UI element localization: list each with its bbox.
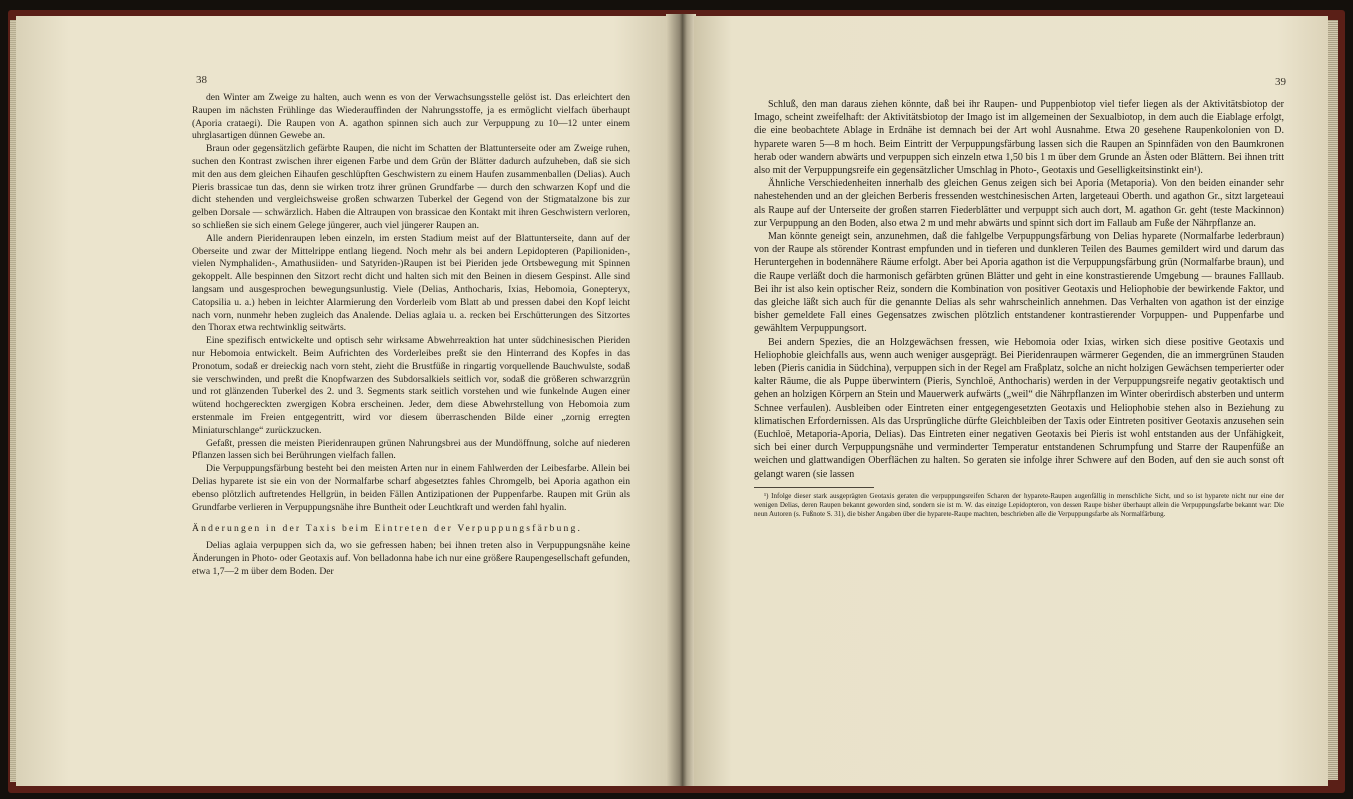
footnote-divider: [754, 487, 874, 488]
page-number-left: 38: [196, 74, 207, 86]
left-text-column: [192, 92, 630, 579]
paragraph: Braun oder gegensätzlich gefärbte Raupen, die nicht im Schatten der Blattunterseite oder am Zweige ruhen, suchen den Kontrast zwischen ihrer eigenen Farbe und dem Grün der Blätter dadurch aufzuheben, daß sie sich mit den aus dem gleichen Eihaufen geschlüpften Geschwistern zu einem Haufen zusammenballen (Delias). Auch Pieris brassicae tun das, denn sie wirken trotz ihrer grünen Grundfarbe — durch den schwarzen Kopf und die dicht stehenden und vergleichsweise großen schwarzen Tuberkel der Gegend von der Stigmatalzone bis zur gelben Dorsale — schwärzlich. Haben die Altraupen von brassicae den Kontakt mit ihren Geschwistern verloren, so schließen sie sich einem Gelege jüngerer, auch viel jüngerer Raupen an.: [192, 143, 630, 231]
paragraph: Bei andern Spezies, die an Holzgewächsen fressen, wie Hebomoia oder Ixias, wirken sich diese positive Geotaxis und Heliophobie gleichfalls aus, wenn auch weniger ausgeprägt. Bei Pieridenraupen wärmerer Gegenden, die an immergrünen Stauden leben (Pieris canidia in Südchina), verpuppen sich in der Regel am Fraßplatz, solche an nicht holzigen Gewächsen temperierter oder kalter Räume, die als Puppe überwintern (Pieris, Synchloë, Anthocharis) werden in der Verpuppungsreife negativ geotaktisch und gehen an holzigen Körpern an Stein und Mauerwerk aufwärts („weil“ die Nährpflanzen im Winter oberirdisch absterben und unterm Schnee verfaulen). Ausbleiben oder Eintreten einer entgegengesetzten Geotaxis und Heliophobie stehen also in Beziehung zu klimatischen Erfordernissen. Als das Ursprüngliche dürfte Gleichbleiben der Taxis oder Eintreten positiver Geotaxis anzusehen sein (Euchloë, Metaporia-Aporia, Delias). Das Eintreten einer negativen Geotaxis bei Pieris ist wohl entstanden aus der Unfähigkeit, sich bei einer durch Verpuppungsnähe und verminderter Temperatur entstandenen Schrumpfung und Starre der Raupenfüße an weichen und glattwandigen Oberflächen zu halten. So geraten sie infolge ihrer Schwere auf den Boden, auf den sie auch sonst oft gelangt waren (sie lassen: [754, 336, 1284, 480]
paragraph: Die Verpuppungsfärbung besteht bei den meisten Arten nur in einem Fahlwerden der Leibesfarbe. Allein bei Delias hyparete ist sie ein von der Normalfarbe scharf abgesetztes fahles Chromgelb, bei Aporia agathon ein ebenso plötzlich auftretendes Hellgrün, in beiden Fällen Antizipationen der Puppenfarbe. Raupen mit Grün als Grundfarbe verlieren in Verpuppungsnähe ihre Buntheit oder Leuchtkraft und werden fahl hyalin.: [192, 463, 630, 513]
footnote: [754, 492, 1284, 519]
paragraph: Man könnte geneigt sein, anzunehmen, daß die fahlgelbe Verpuppungsfärbung von Delias hyparete (Normalfarbe lederbraun) von der Raupe als störender Kontrast empfunden und in tieferen und dunkleren Teilen des Baumes gemildert wird und darum das Heruntergehen in bodennähere Räume erfolgt. Aber bei Aporia agathon ist die Verpuppungsfärbung grün (Normalfarbe braun), und die Raupe verläßt doch die harmonisch gefärbten grünen Blätter und geht in eine konstrastierende Umgebung — braunes Falllaub. Bei ihr ist also kein optischer Reiz, sondern die Kombination von positiver Geotaxis und Heliophobie der bewirkende Faktor, und das gleiche läßt sich auch für die genannte Delias als sehr wahrscheinlich annehmen. Das Verhalten von agathon ist der einzige bisher gemeldete Fall eines Gegensatzes zwischen plötzlich entstandener kontrastierender Vorpuppen- und Puppenfarbe und gewähltem Verpuppungsort.: [754, 231, 1284, 335]
paragraph: Ähnliche Verschiedenheiten innerhalb des gleichen Genus zeigen sich bei Aporia (Metaporia). Von den beiden einander sehr nahestehenden und an der gleichen Berberis fressenden westchinesischen Arten, largeteaui Oberth. und agathon Gr., sitzt largeteaui als Raupe auf der Unterseite der großen starren Fiederblätter und verpuppt sich auch dort, M. agathon Gr. geht (teste Mackinnon) zur Verpuppung an den Boden, also etwa 2 m und mehr abwärts und spinnt sich dort im Fallaub am Fuße der Nährpflanze an.: [754, 178, 1284, 229]
left-page: [16, 16, 680, 786]
right-text-column: [754, 98, 1284, 519]
book-spine: [666, 14, 696, 786]
paragraph: Delias aglaia verpuppen sich da, wo sie gefressen haben; bei ihnen treten also in Verpuppungsnähe keine Änderungen in Photo- oder Geotaxis auf. Von belladonna habe ich nur eine größere Raupengesellschaft gefunden, etwa 1,7—2 m über dem Boden. Der: [192, 540, 630, 577]
right-page: [694, 16, 1328, 786]
page-number-right: 39: [1275, 76, 1286, 88]
paragraph: Alle andern Pieridenraupen leben einzeln, im ersten Stadium meist auf der Blattunterseite, dann auf der Oberseite und zwar der Mittelrippe entlang liegend. Noch mehr als bei andern Lepidopteren (Papilioniden-, vielen Nymphaliden-, Amathusiiden- und Satyriden-)Raupen ist bei Pieriden jede Ortsbewegung mit Spinnen gekoppelt. Alle bespinnen den Sitzort recht dicht und halten sich mit den Beinen in diesem Gespinst. Alle sind langsam und ausgesprochen bewegungsunlustig. Viele (Delias, Anthocharis, Ixias, Hebomoia, Gonepteryx, Catopsilia u. a.) heben in leichter Alarmierung den Vorderleib vom Blatt ab und pressen dabei den Kopf leicht nach vorn, nunmehr heben zugleich das Analende. Delias aglaia u. a. recken bei Erschütterungen des Sitzortes den Thorax etwa rechtwinklig seitwärts.: [192, 232, 630, 334]
section-heading: Änderungen in der Taxis beim Eintreten der Verpuppungsfärbung.: [192, 523, 583, 535]
paragraph: den Winter am Zweige zu halten, auch wenn es von der Verwachsungsstelle gelöst ist. Das erleichtert den Raupen im nächsten Frühlinge das Wiederauffinden der Nahrungsstoffe, ja es ermöglicht vielfach überhaupt (Aporia crataegi). Die Raupen von A. agathon spinnen sich auch zur Verpuppung zu 10—12 unter einem uhrglasartigen dünnen Gewebe an.: [192, 92, 630, 142]
paragraph: Gefaßt, pressen die meisten Pieridenraupen grünen Nahrungsbrei aus der Mundöffnung, solche auf niederen Pflanzen lassen sich bei Berührungen vielfach fallen.: [192, 437, 630, 462]
footnote-text: ¹) Infolge dieser stark ausgeprägten Geotaxis geraten die verpuppungsreifen Scharen der hyparete-Raupen augenfällig in menschliche Sicht, und so ist hyparete nicht nur eine der wenigen Delias, deren Raupen bekannt geworden sind, sondern sie ist m. W. das einzige Lepidopteron, von dessen Raupe bisher überhaupt allein die Verpuppungsfarbe bekannt war: Die neun Autoren (s. Fußnote S. 31), die bisher Angaben über die hyparete-Raupe machten, beschrieben alle die Verpuppungsfarbe als Normalfärbung.: [754, 491, 1284, 518]
paragraph: Eine spezifisch entwickelte und optisch sehr wirksame Abwehrreaktion hat unter südchinesischen Pieriden nur Hebomoia entwickelt. Beim Aufrichten des Vorderleibes preßt sie den Hinterrand des Kopfes in das Pronotum, sodaß er dreieckig nach vorn steht, zieht die Brustfüße in ringartig vorquellende Bauchwulste, sodaß sie verschwinden, und preßt die Knopfwarzen des Subdorsalkiels seitlich vor, sodaß die größeren schwarzgrün und rot glänzenden Tuberkel des 2. und 3. Segments stark seitlich vorstehen und wie funkelnde Augen einer wütend hochgereckten zwergigen Kobra erscheinen. Jeder, dem diese Abwehrstellung von Hebomoia zum erstenmale im Freien entgegentritt, wird vor diesem überraschenden Bilde einer „zornig erregten Miniaturschlange“ zurückzucken.: [192, 335, 630, 436]
paragraph: Schluß, den man daraus ziehen könnte, daß bei ihr Raupen- und Puppenbiotop viel tiefer liegen als der Aktivitätsbiotop der Imago, scheint zweifelhaft: der Aktivitätsbiotop der Imago ist im allgemeinen der Sexualbiotop, in dem auch die Eiablage erfolgt, die eine beobachtete Ablage in Erdnähe ist demnach bei der Art wohl Ausnahme. Etwa 20 gesehene Raupenkolonien von D. hyparete waren 5—8 m hoch. Beim Eintritt der Verpuppungsfärbung lassen sich die Raupen an Spinnfäden von den Baumkronen herab oder wandern abwärts und verpuppen sich einzeln etwa 1,50 bis 1 m über dem Grunde an Ästen oder Blättern. Bei ihnen tritt also mit der Verpuppungsreife ein gegensätzlicher Umschlag in Photo-, Geotaxis und Geselligkeitsinstinkt ein¹).: [754, 99, 1284, 177]
